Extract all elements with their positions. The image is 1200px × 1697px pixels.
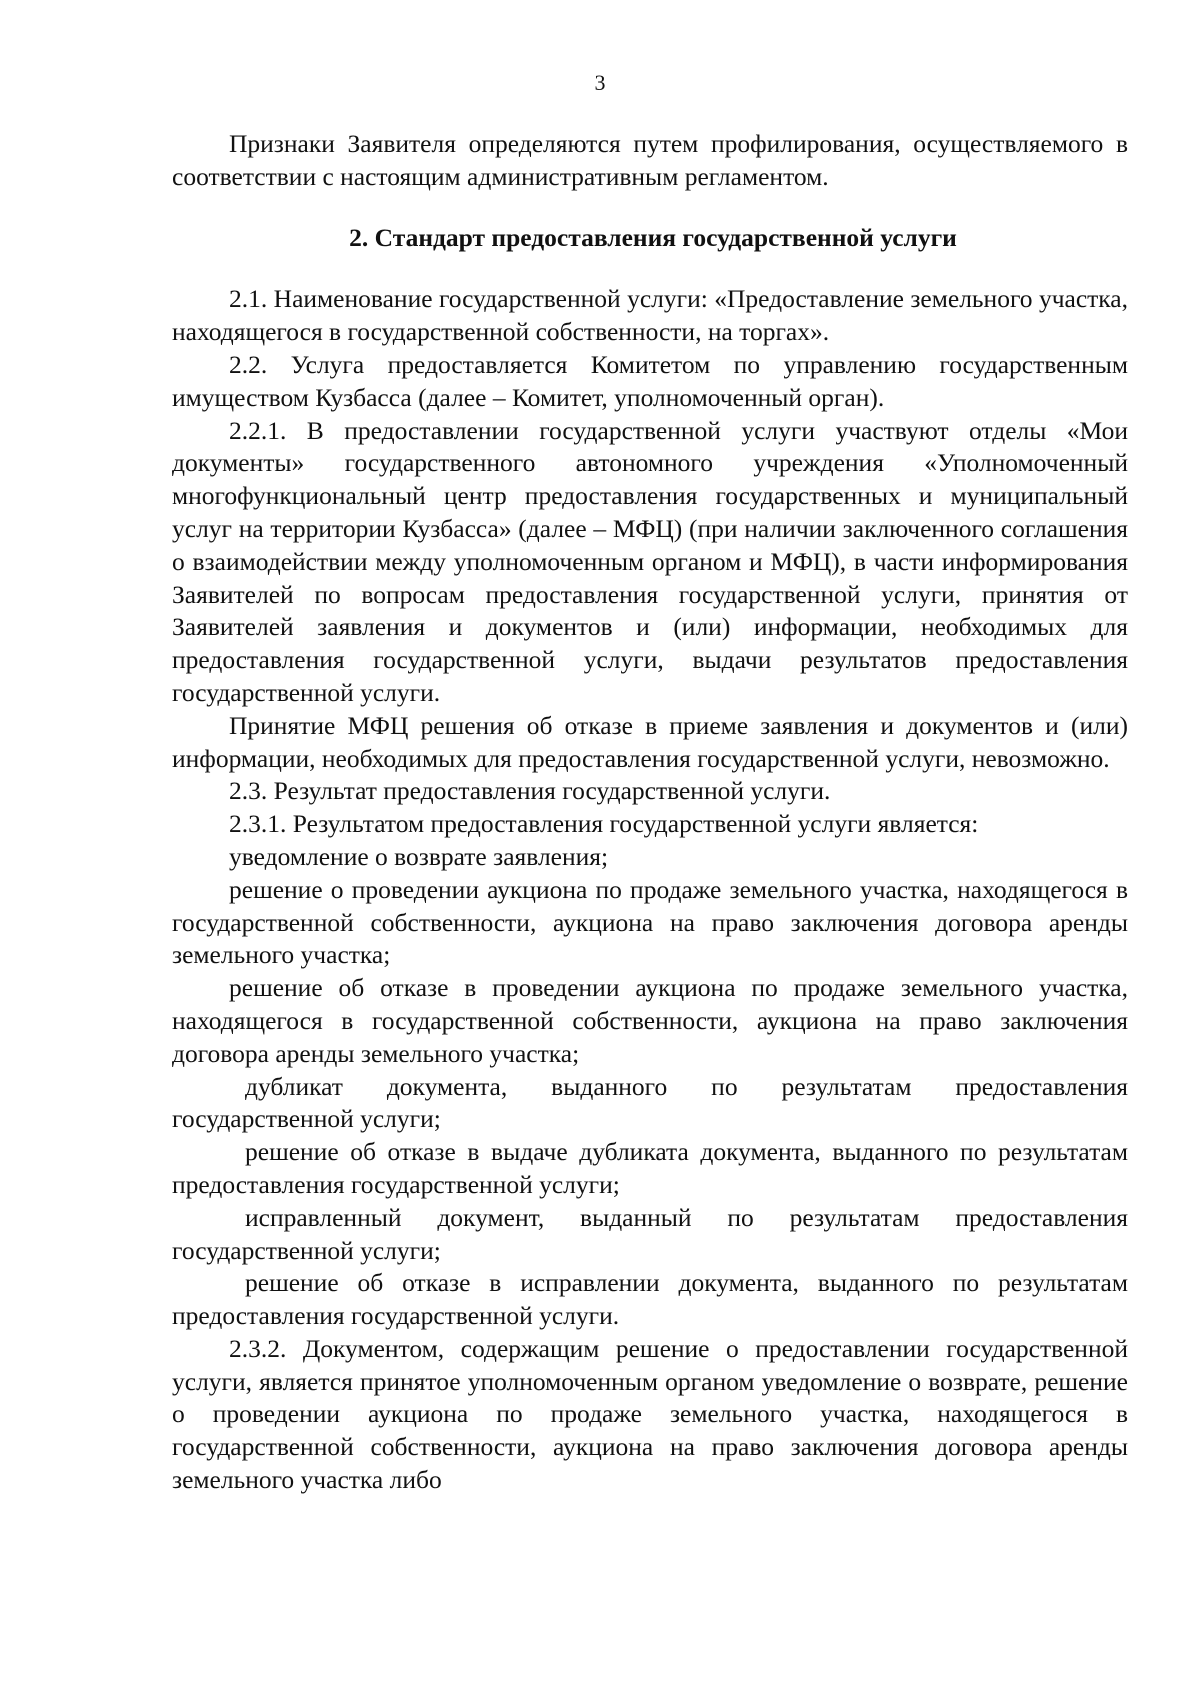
list-item-duplicate: дубликат документа, выданного по результатам предоставления государственной услуги; [172,1071,1128,1134]
list-item-correction-refusal: решение об отказе в исправлении документа, выданного по результатам предоставления государственной услуги. [172,1268,1128,1331]
section-heading: 2. Стандарт предоставления государственной услуги [349,222,957,252]
list-item-auction-decision: решение о проведении аукциона по продаже земельного участка, находящегося в государственной собственности, аукциона на право заключения договора аренды земельного участка; [172,874,1128,970]
paragraph-mfc-refusal: Принятие МФЦ решения об отказе в приеме заявления и документов и (или) информации, необходимых для предоставления государственной услуги, невозможно. [172,710,1128,773]
paragraph-2-3: 2.3. Результат предоставления государственной услуги. [229,776,831,806]
page-number: 3 [594,70,606,95]
paragraph-2-3-1: 2.3.1. Результатом предоставления государственной услуги является: [229,809,979,839]
paragraph-applicant-signs: Признаки Заявителя определяются путем профилирования, осуществляемого в соответствии с настоящим административным регламентом. [172,129,1128,191]
list-item-duplicate-refusal: решение об отказе в выдаче дубликата документа, выданного по результатам предоставления государственной услуги; [172,1137,1128,1199]
list-item-auction-refusal: решение об отказе в проведении аукциона по продаже земельного участка, находящегося в государственной собственности, аукциона на право заключения договора аренды земельного участка; [172,973,1128,1068]
list-item-return-notice: уведомление о возврате заявления; [229,841,609,871]
document-body [172,128,1128,1497]
paragraph-2-2-1: 2.2.1. В предоставлении государственной услуги участвуют отделы «Мои документы» государственного автономного учреждения «Уполномоченный многофункциональный центр предоставления государственных и муниципальный услуг на территории Кузбасса» (далее – МФЦ) (при наличии заключенного соглашения о взаимодействии между уполномоченным органом и МФЦ), в части информирования Заявителей по вопросам предоставления государственной услуги, принятия от Заявителей заявления и документов и (или) информации, необходимых для предоставления государственной услуги, выдачи результатов предоставления государственной услуги. [172,415,1128,707]
paragraph-2-2: 2.2. Услуга предоставляется Комитетом по управлению государственным имуществом Кузбасса (далее – Комитет, уполномоченный орган). [172,349,1128,412]
paragraph-2-1: 2.1. Наименование государственной услуги: «Предоставление земельного участка, находящегося в государственной собственности, на торгах». [172,284,1128,347]
list-item-corrected-document: исправленный документ, выданный по результатам предоставления государственной услуги; [172,1202,1128,1265]
paragraph-2-3-2: 2.3.2. Документом, содержащим решение о предоставлении государственной услуги, является принятое уполномоченным органом уведомление о возврате, решение о проведении аукциона по продаже земельного участка, находящегося в государственной собственности, аукциона на право заключения договора аренды земельного участка либо [172,1333,1128,1495]
